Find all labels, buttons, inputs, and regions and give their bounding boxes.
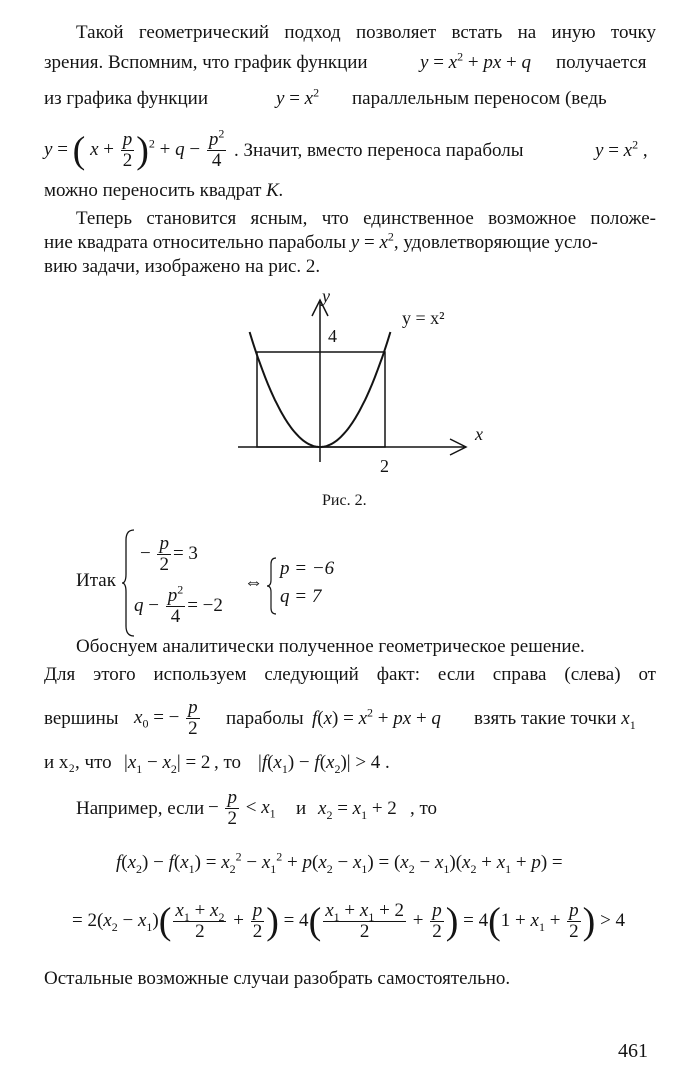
equivalence-sign: ⇔ — [244, 572, 263, 593]
text-fragment: параллельным переносом (ведь — [352, 88, 607, 109]
tick-label-4: 4 — [328, 326, 337, 346]
paragraph-line: ние квадрата относительно параболы $y = x^2$, удовлетворяющие усло- — [44, 229, 598, 253]
text-fragment: параболы — [226, 708, 304, 729]
text-fragment: получается — [556, 52, 647, 73]
tick-label-2: 2 — [380, 456, 389, 476]
formula-vertex: $x_0$ = − $\frac{p}{2}$ — [134, 697, 198, 739]
text-fragment: , то — [214, 752, 242, 773]
paragraph-line: Обоснуем аналитически полученное геометрическое решение. — [76, 636, 585, 657]
formula-function: $f(x) = x^2$ + px + q — [312, 705, 441, 729]
text-fragment: Например, если — [76, 798, 205, 819]
y-axis-label: y — [322, 286, 330, 306]
x-axis-label: x — [475, 424, 483, 444]
text-fragment: , то — [410, 798, 438, 819]
figure-caption: Рис. 2. — [322, 492, 367, 509]
formula-inequality: $|f(x_1) - f(x_2)| > 4$ . — [258, 752, 390, 776]
right-brace — [266, 556, 278, 616]
eq-rhs: = 3 — [172, 542, 198, 564]
square-label: K. — [266, 180, 284, 201]
paragraph-line: Для этого используем следующий факт: если справа (слева) от — [44, 664, 656, 685]
text-fragment: Итак — [76, 570, 116, 591]
text-fragment: из графика функции — [44, 88, 208, 109]
text-fragment: , удовлетворяющие усло- — [393, 232, 598, 253]
figure-parabola-square — [210, 282, 490, 482]
formula-estimate: = $2(x_2 - x_1)$( $\frac{x_1 + x_2}{2}$ + $\frac{p}{2}$ ) = 4( $\frac{x_1 + x_1 + 2}{2}$ + $\frac{p}{2}$ ) = $4(1 + x_1$ + $\frac{p}{2}$ ) > 4 — [72, 900, 626, 943]
paragraph-line: Такой геометрический подход позволяет встать на иную точку — [76, 22, 656, 43]
formula-parabola: $y = x^2$ , — [595, 137, 648, 161]
text-fragment: . Значит, вместо переноса параболы — [234, 140, 524, 161]
formula-difference: $f(x_2) - f(x_1) = x_2^2 - x_1^2 + p(x_2 - x_1) = (x_2 - x_1)(x_2 + x_1 + p)$ = — [116, 849, 563, 876]
text-fragment: ние квадрата относительно параболы — [44, 232, 347, 253]
formula-completed-square: y = ( x + $\frac{p}{2}$ )$^2$ + q − $\frac{p^2}{4}$ — [44, 126, 225, 172]
text-fragment: и — [296, 798, 307, 819]
formula-condition: − $\frac{p}{2}$ < $x_1$ — [208, 787, 276, 829]
solution-q: q = 7 — [280, 586, 322, 607]
paragraph-line: вию задачи, изображено на рис. 2. — [44, 256, 321, 277]
system-equation-2: q − $\frac{p^2}{4}$ = −2 — [134, 582, 223, 627]
formula-quadratic: $y = x^2$ + px + q — [420, 49, 531, 73]
paragraph-line — [44, 180, 284, 202]
paragraph-line: Теперь становится ясным, что единственное возможное положе- — [76, 208, 656, 229]
solution-p: p = −6 — [280, 558, 335, 579]
text-fragment: зрения. Вспомним, что график функции — [44, 52, 368, 73]
closing-line: Остальные возможные случаи разобрать самостоятельно. — [44, 968, 511, 989]
text-fragment: вершины — [44, 708, 119, 729]
text-fragment: и x₂, что — [44, 752, 112, 773]
eq-rhs: = −2 — [187, 594, 223, 616]
text-fragment: взять такие точки $x_1$ — [474, 708, 636, 732]
page-number: 461 — [618, 1040, 648, 1062]
formula-x2: $x_2 = x_1 + 2$ — [318, 798, 397, 822]
formula-distance: $|x_1 - x_2| = 2$ — [124, 752, 211, 776]
system-equation-1: − $\frac{p}{2}$ = 3 — [140, 533, 198, 575]
formula-parabola: $y = x^2$ — [276, 85, 320, 109]
text-fragment: можно переносить квадрат — [44, 180, 262, 201]
paragraph-line — [44, 52, 368, 74]
curve-label: y = x² — [402, 308, 445, 328]
